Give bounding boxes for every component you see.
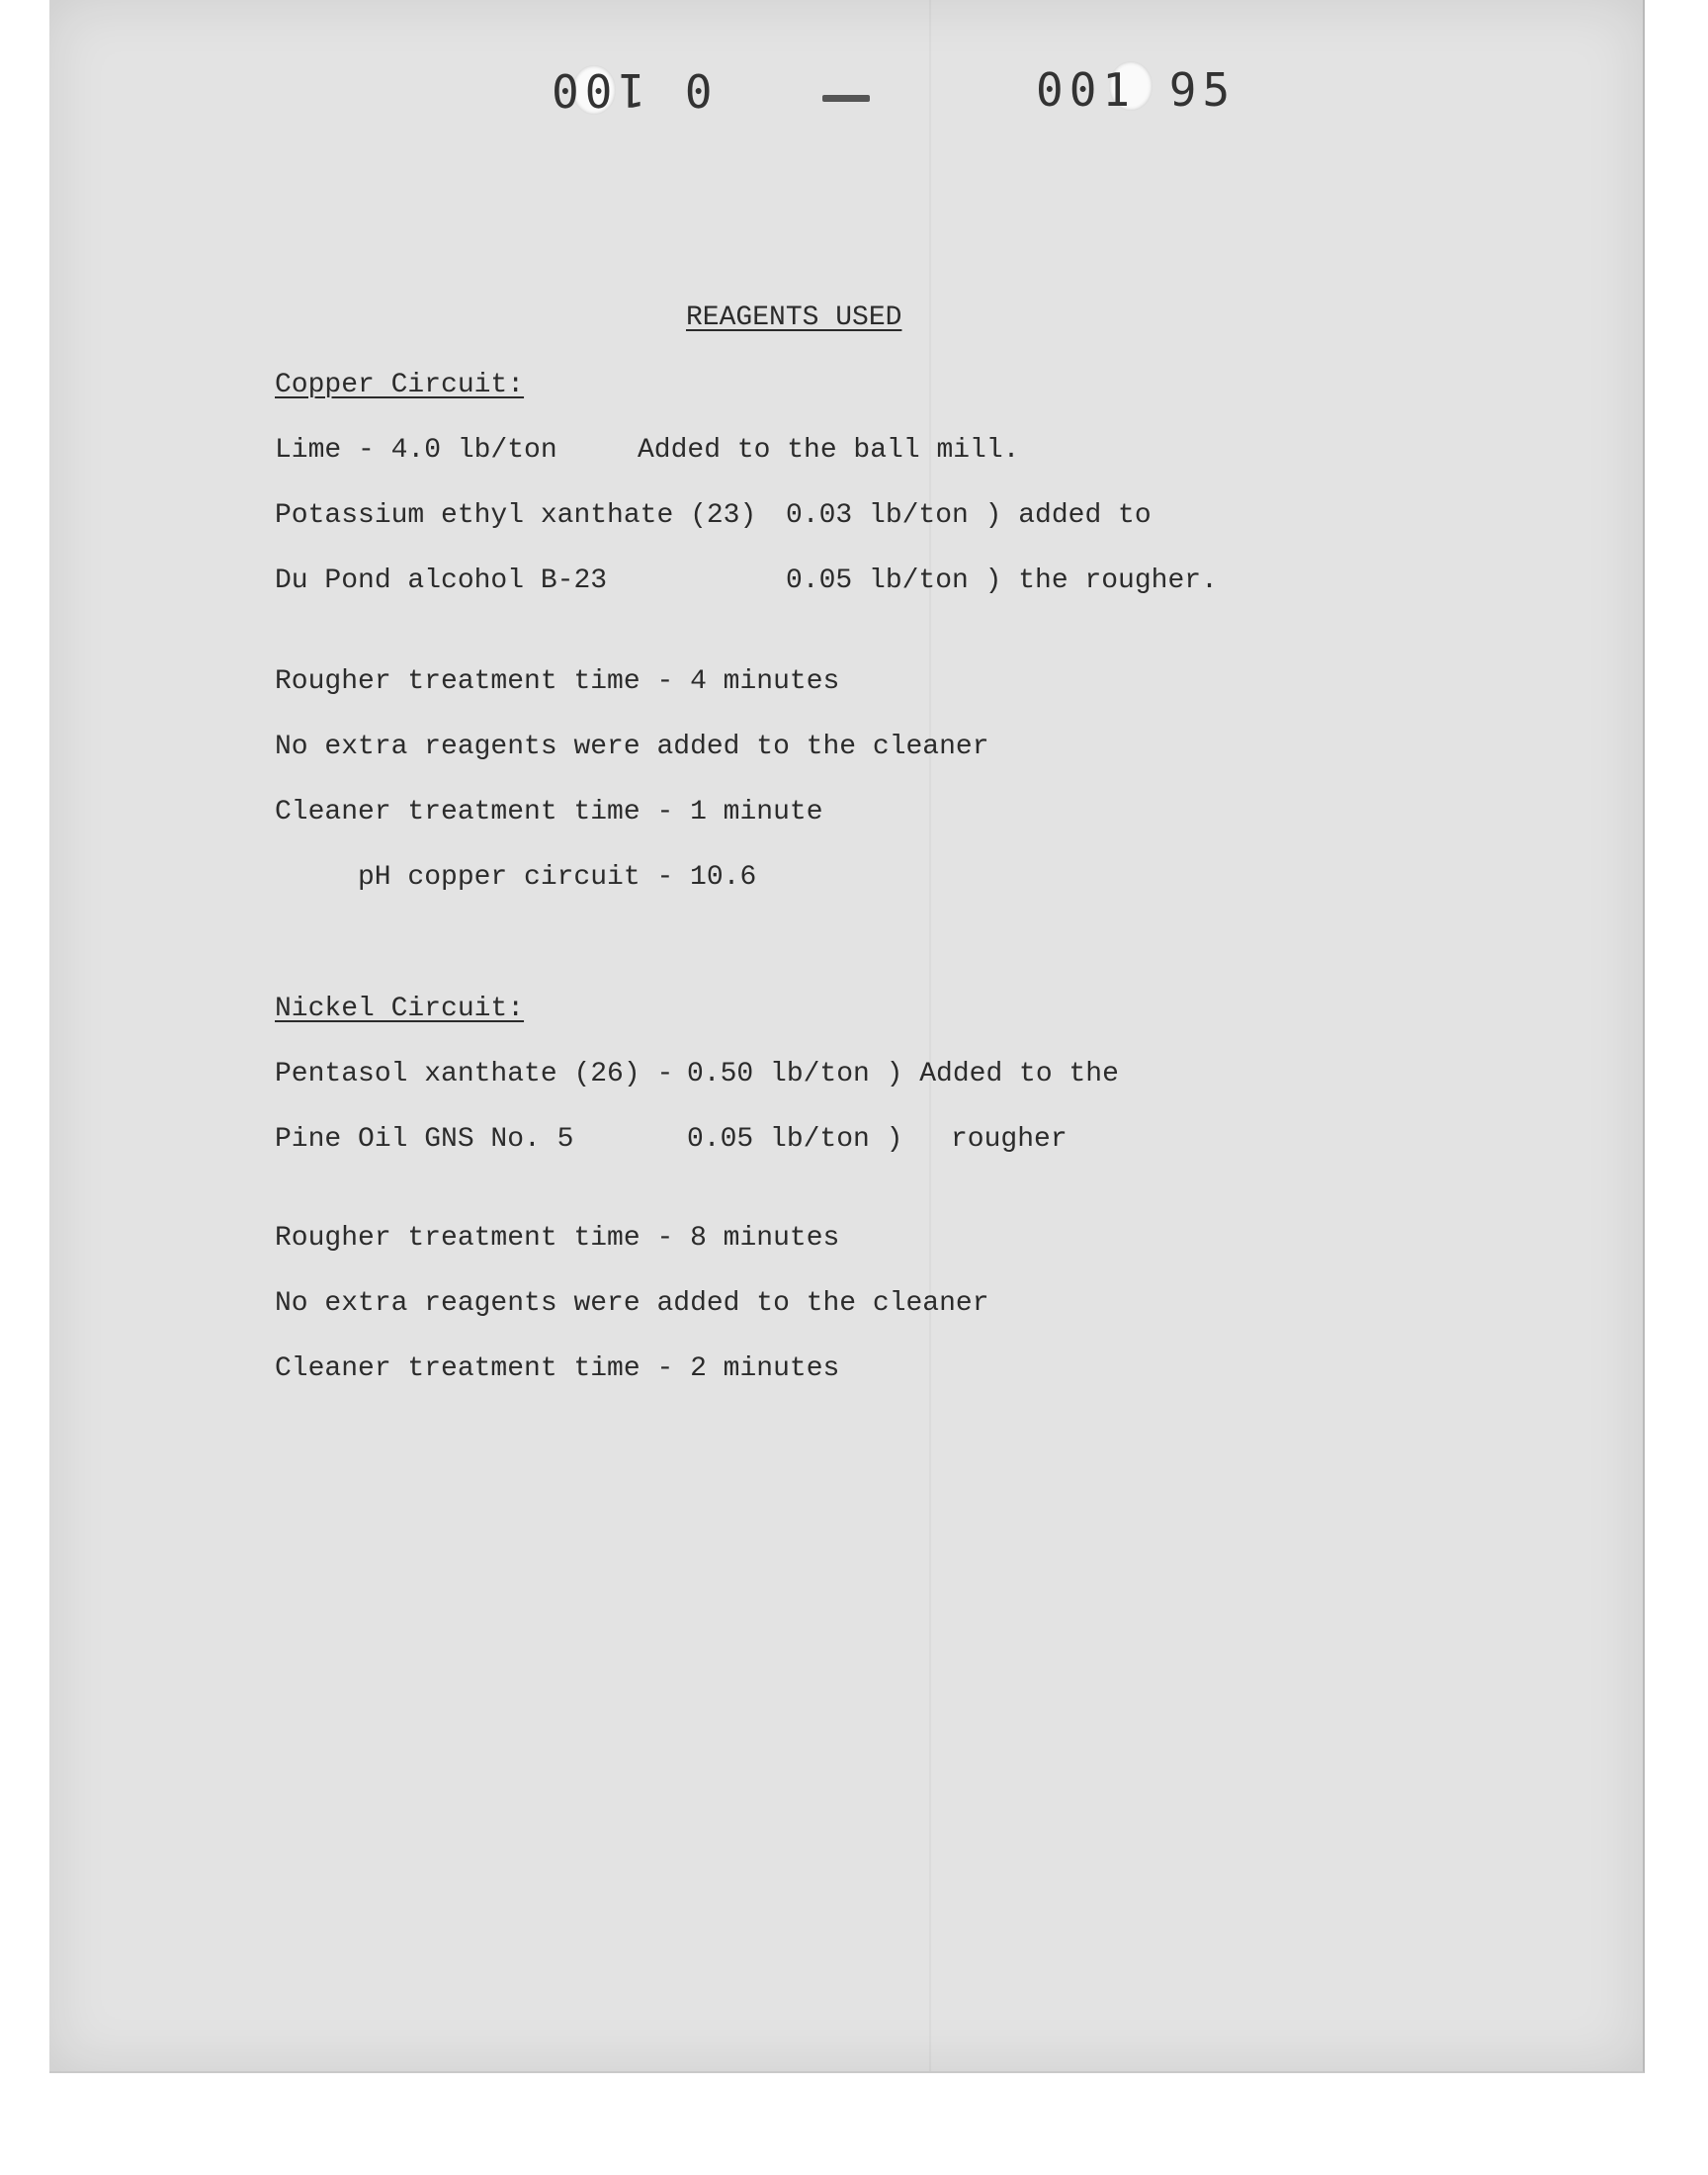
- pine-oil-dose: 0.05 lb/ton ): [687, 1124, 903, 1155]
- xanthate-dose: 0.03 lb/ton ) added to: [786, 500, 1152, 531]
- page-title: REAGENTS USED: [686, 303, 902, 333]
- copper-cleaner-note: No extra reagents were added to the cleaner: [275, 732, 989, 762]
- copper-cleaner-time: Cleaner treatment time - 1 minute: [275, 797, 823, 827]
- copper-heading: Copper Circuit:: [275, 370, 525, 400]
- nickel-rougher-time: Rougher treatment time - 8 minutes: [275, 1223, 840, 1254]
- pine-oil-name: Pine Oil GNS No. 5: [275, 1124, 574, 1155]
- copper-rougher-time: Rougher treatment time - 4 minutes: [275, 666, 840, 697]
- stamp-right: 001 95: [1036, 63, 1237, 117]
- alcohol-dose: 0.05 lb/ton ) the rougher.: [786, 566, 1218, 596]
- pentasol-name: Pentasol xanthate (26) -: [275, 1059, 674, 1089]
- pentasol-dose: 0.50 lb/ton ) Added to the: [687, 1059, 1119, 1089]
- copper-ph: pH copper circuit - 10.6: [358, 862, 757, 893]
- alcohol-name: Du Pond alcohol B-23: [275, 566, 608, 596]
- nickel-cleaner-note: No extra reagents were added to the cleaner: [275, 1288, 989, 1319]
- xanthate-name: Potassium ethyl xanthate (23): [275, 500, 757, 531]
- lime-line: Lime - 4.0 lb/ton: [275, 435, 557, 466]
- stamp-dash: [822, 95, 870, 102]
- nickel-cleaner-time: Cleaner treatment time - 2 minutes: [275, 1353, 840, 1384]
- stamp-left: 0 100: [546, 63, 713, 117]
- pine-oil-note: rougher: [951, 1124, 1068, 1155]
- nickel-heading: Nickel Circuit:: [275, 994, 525, 1024]
- lime-note: Added to the ball mill.: [638, 435, 1020, 466]
